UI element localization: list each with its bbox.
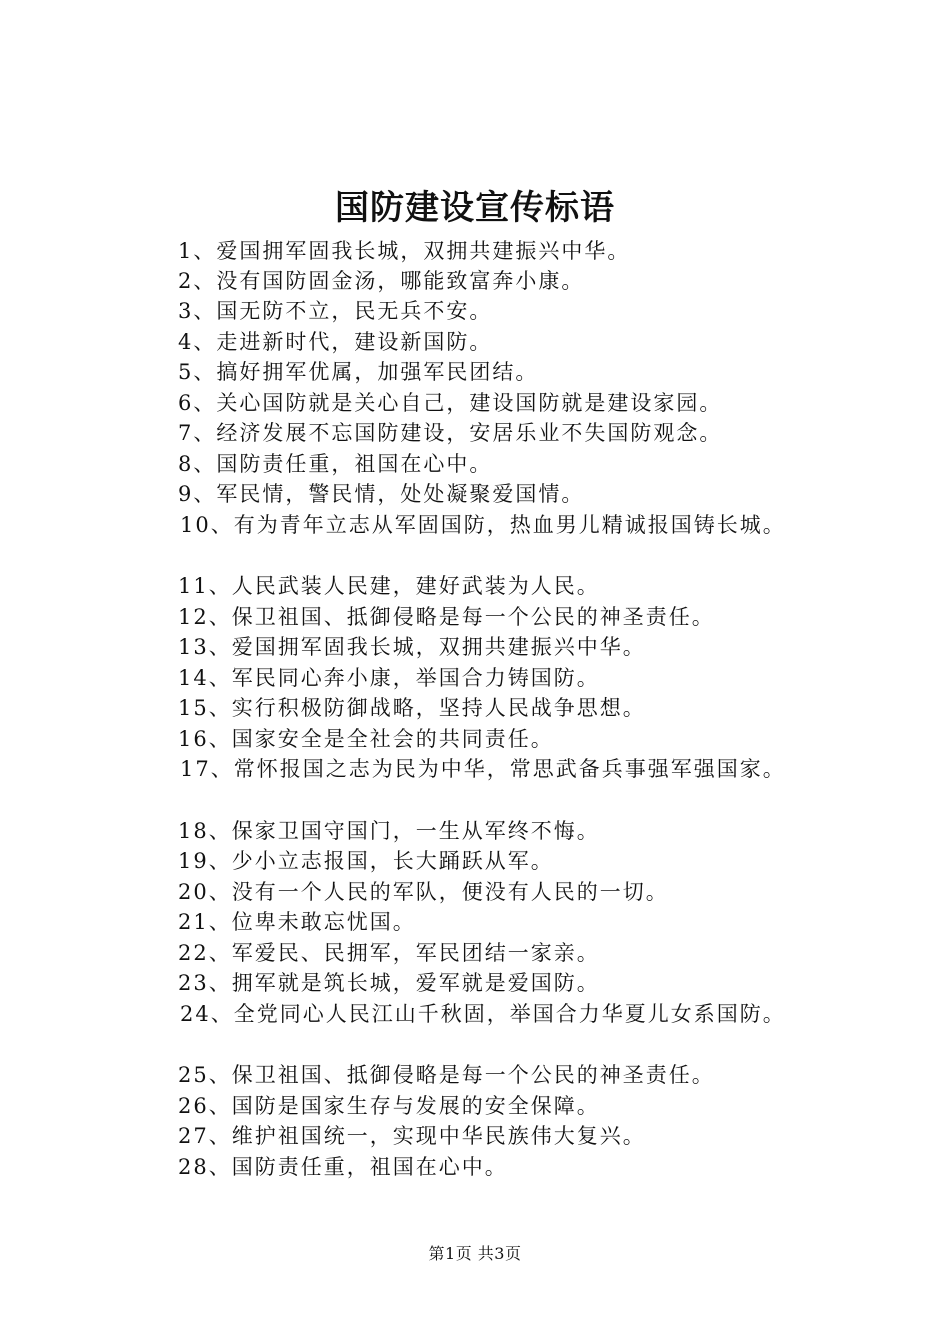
slogan-item: 8、国防责任重，祖国在心中。 (178, 452, 493, 476)
slogan-item: 12、保卫祖国、抵御侵略是每一个公民的神圣责任。 (178, 605, 715, 629)
slogan-item: 7、经济发展不忘国防建设，安居乐业不失国防观念。 (178, 421, 723, 445)
slogan-item: 11、人民武装人民建，建好武装为人民。 (178, 574, 600, 598)
slogan-item: 25、保卫祖国、抵御侵略是每一个公民的神圣责任。 (178, 1063, 715, 1087)
slogan-item: 24、全党同心人民江山千秋固，举国合力华夏儿女系国防。 (180, 1002, 786, 1026)
slogan-item: 17、常怀报国之志为民为中华，常思武备兵事强军强国家。 (180, 757, 786, 781)
slogan-item: 15、实行积极防御战略，坚持人民战争思想。 (178, 696, 646, 720)
slogan-item: 4、走进新时代，建设新国防。 (178, 330, 493, 354)
slogan-item: 27、维护祖国统一，实现中华民族伟大复兴。 (178, 1124, 646, 1148)
slogan-item: 23、拥军就是筑长城，爱军就是爱国防。 (178, 971, 600, 995)
slogan-item: 5、搞好拥军优属，加强军民团结。 (178, 360, 539, 384)
slogan-item: 28、国防责任重，祖国在心中。 (178, 1155, 508, 1179)
slogan-item: 1、爱国拥军固我长城，双拥共建振兴中华。 (178, 239, 631, 263)
slogan-item: 21、位卑未敢忘忧国。 (178, 910, 416, 934)
slogan-item: 3、国无防不立，民无兵不安。 (178, 299, 493, 323)
slogan-item: 13、爱国拥军固我长城，双拥共建振兴中华。 (178, 635, 646, 659)
page-footer: 第1页 共3页 (428, 1244, 522, 1263)
slogan-item: 18、保家卫国守国门，一生从军终不悔。 (178, 819, 600, 843)
slogan-item: 2、没有国防固金汤，哪能致富奔小康。 (178, 269, 585, 293)
slogan-item: 6、关心国防就是关心自己，建设国防就是建设家园。 (178, 391, 723, 415)
slogan-item: 26、国防是国家生存与发展的安全保障。 (178, 1094, 600, 1118)
slogan-item: 16、国家安全是全社会的共同责任。 (178, 727, 554, 751)
slogan-item: 10、有为青年立志从军固国防，热血男儿精诚报国铸长城。 (180, 513, 786, 537)
slogan-item: 22、军爱民、民拥军，军民团结一家亲。 (178, 941, 600, 965)
slogan-item: 14、军民同心奔小康，举国合力铸国防。 (178, 666, 600, 690)
page-title: 国防建设宣传标语 (335, 188, 615, 228)
slogan-item: 9、军民情，警民情，处处凝聚爱国情。 (178, 482, 585, 506)
slogan-item: 20、没有一个人民的军队，便没有人民的一切。 (178, 880, 669, 904)
slogan-item: 19、少小立志报国，长大踊跃从军。 (178, 849, 554, 873)
